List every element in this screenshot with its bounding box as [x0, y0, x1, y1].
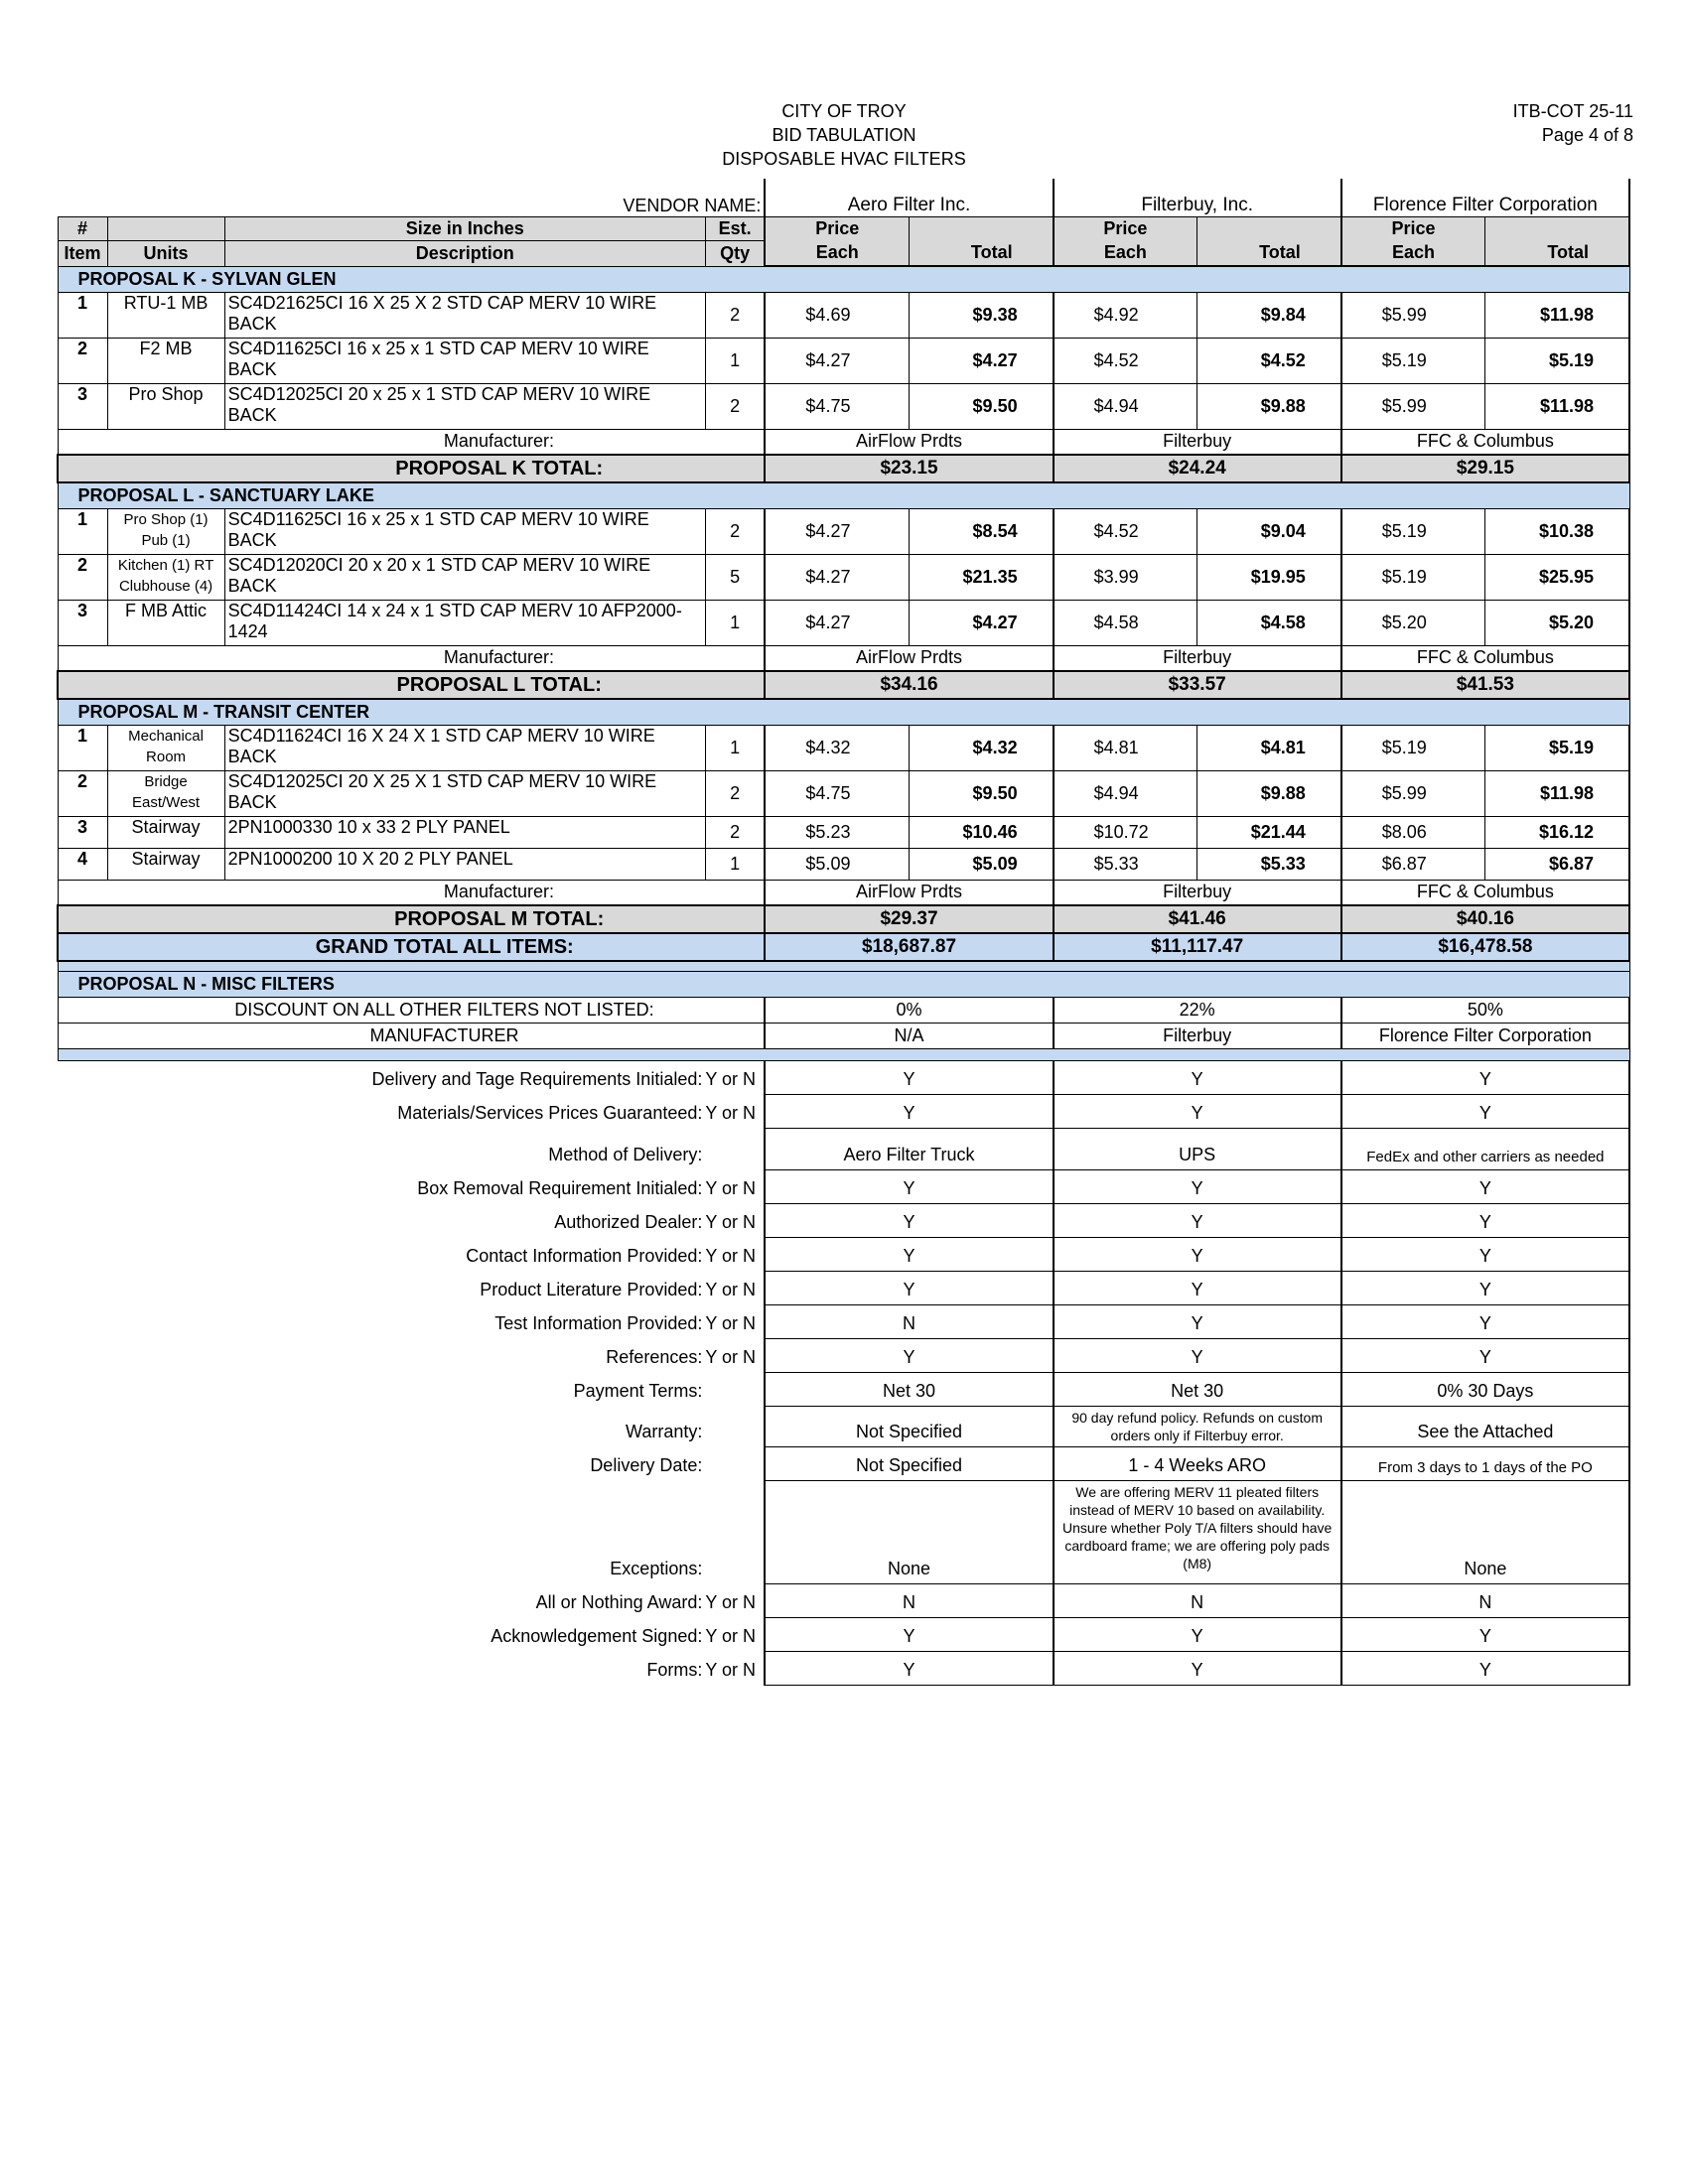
- price-total: $25.95: [1485, 554, 1629, 600]
- requirement-yn: [705, 1372, 765, 1406]
- price-each: $4.32: [765, 725, 909, 770]
- price-each: $4.58: [1054, 600, 1197, 645]
- discount-value: 50%: [1341, 997, 1629, 1023]
- item-number: 2: [58, 338, 107, 383]
- requirement-yn: Y or N: [705, 1246, 757, 1266]
- table-body: [58, 179, 1629, 1685]
- requirement-value: Y: [1341, 1060, 1629, 1094]
- item-qty: 2: [705, 770, 765, 816]
- manufacturer-value: FFC & Columbus: [1341, 645, 1629, 671]
- section-title: PROPOSAL K - SYLVAN GLEN: [58, 266, 1629, 292]
- item-description: 2PN1000330 10 x 33 2 PLY PANEL: [224, 816, 705, 848]
- price-total: $4.27: [910, 600, 1054, 645]
- item-description: SC4D11625CI 16 x 25 x 1 STD CAP MERV 10 WIRE BACK: [224, 508, 705, 554]
- col-item: Item: [58, 240, 107, 266]
- section-total-row: [58, 905, 1629, 933]
- requirement-row: [58, 1060, 1629, 1094]
- item-number: 2: [58, 554, 107, 600]
- requirement-value: Aero Filter Truck: [765, 1128, 1053, 1169]
- line-item-row: [58, 848, 1629, 880]
- requirement-value: FedEx and other carriers as needed: [1341, 1128, 1629, 1169]
- price-total: $11.98: [1485, 292, 1629, 338]
- requirement-value: N: [1054, 1583, 1341, 1617]
- requirement-row: [58, 1203, 1629, 1237]
- vendor-name-row: [58, 179, 1629, 216]
- price-each: $4.81: [1054, 725, 1197, 770]
- requirement-value: Y: [1341, 1169, 1629, 1203]
- requirement-label: Exceptions:: [610, 1559, 703, 1578]
- price-each: $8.06: [1341, 816, 1485, 848]
- misc-manufacturer-value: Filterbuy: [1054, 1023, 1341, 1048]
- item-units: Pro Shop: [107, 383, 224, 429]
- column-header-row-2: [58, 240, 1629, 266]
- item-number: 1: [58, 725, 107, 770]
- price-each: $4.92: [1054, 292, 1197, 338]
- spacer: [58, 961, 1629, 971]
- requirement-label: Box Removal Requirement Initialed:: [417, 1178, 703, 1198]
- item-number: 4: [58, 848, 107, 880]
- section-title: PROPOSAL L - SANCTUARY LAKE: [58, 482, 1629, 508]
- requirement-value: Y: [1341, 1651, 1629, 1685]
- col-total: Total: [910, 240, 1054, 266]
- requirement-label: Contact Information Provided:: [466, 1246, 703, 1266]
- item-units: Stairway: [107, 816, 224, 848]
- price-each: $10.72: [1054, 816, 1197, 848]
- line-item-row: [58, 508, 1629, 554]
- col-total-top: [1197, 216, 1341, 240]
- section-total-label: PROPOSAL L TOTAL:: [58, 671, 765, 699]
- spacer-row: [58, 961, 1629, 971]
- requirement-label: Delivery Date:: [590, 1455, 703, 1475]
- price-each: $5.99: [1341, 383, 1485, 429]
- vendor-name-label: VENDOR NAME:: [623, 195, 762, 215]
- col-each: Each: [765, 240, 909, 266]
- item-qty: 1: [705, 600, 765, 645]
- section-total-value: $41.46: [1054, 905, 1341, 933]
- requirement-value: See the Attached: [1341, 1406, 1629, 1446]
- discount-value: 0%: [765, 997, 1053, 1023]
- price-each: $4.94: [1054, 770, 1197, 816]
- item-units: F2 MB: [107, 338, 224, 383]
- requirement-value: Y: [1341, 1304, 1629, 1338]
- requirement-yn: [705, 1406, 765, 1446]
- requirement-yn: Y or N: [705, 1178, 757, 1198]
- page-number: Page 4 of 8: [1541, 125, 1633, 145]
- section-total-value: $29.37: [765, 905, 1053, 933]
- header-line-1: CITY OF TROY: [781, 101, 907, 121]
- price-total: $11.98: [1485, 770, 1629, 816]
- price-each: $4.27: [765, 600, 909, 645]
- price-total: $21.44: [1197, 816, 1341, 848]
- price-total: $9.88: [1197, 383, 1341, 429]
- requirement-value: Not Specified: [765, 1446, 1053, 1480]
- section-title-row: [58, 699, 1629, 725]
- manufacturer-value: AirFlow Prdts: [765, 429, 1053, 455]
- price-total: $4.32: [910, 725, 1054, 770]
- price-total: $5.09: [910, 848, 1054, 880]
- requirement-label: All or Nothing Award:: [535, 1592, 703, 1612]
- bid-tabulation-table: [57, 179, 1630, 1686]
- price-total: $19.95: [1197, 554, 1341, 600]
- item-units: Bridge East/West: [107, 770, 224, 816]
- requirement-yn: [705, 1128, 765, 1169]
- price-each: $3.99: [1054, 554, 1197, 600]
- manufacturer-value: Filterbuy: [1054, 880, 1341, 905]
- requirement-row: [58, 1446, 1629, 1480]
- col-price: Price: [765, 216, 909, 240]
- section-total-value: $40.16: [1341, 905, 1629, 933]
- section-total-row: [58, 671, 1629, 699]
- requirement-yn: Y or N: [705, 1626, 757, 1646]
- requirement-label: Payment Terms:: [573, 1381, 703, 1401]
- col-units: Units: [107, 240, 224, 266]
- price-each: $5.09: [765, 848, 909, 880]
- price-each: $6.87: [1341, 848, 1485, 880]
- requirement-value: Y: [765, 1169, 1053, 1203]
- requirement-value: 0% 30 Days: [1341, 1372, 1629, 1406]
- price-each: $5.19: [1341, 725, 1485, 770]
- price-total: $5.33: [1197, 848, 1341, 880]
- col-total: Total: [1197, 240, 1341, 266]
- requirement-value: Y: [1054, 1304, 1341, 1338]
- price-each: $5.23: [765, 816, 909, 848]
- requirement-yn: [705, 1480, 765, 1583]
- item-units: RTU-1 MB: [107, 292, 224, 338]
- header-line-2: BID TABULATION: [772, 125, 916, 145]
- col-size: Size in Inches: [224, 216, 705, 240]
- price-total: $9.50: [910, 383, 1054, 429]
- item-description: SC4D12025CI 20 X 25 X 1 STD CAP MERV 10 WIRE BACK: [224, 770, 705, 816]
- price-each: $4.94: [1054, 383, 1197, 429]
- price-each: $4.75: [765, 383, 909, 429]
- requirement-row: [58, 1128, 1629, 1169]
- requirement-value: Y: [1341, 1203, 1629, 1237]
- requirement-label: Test Information Provided:: [494, 1313, 703, 1333]
- requirement-value: Y: [1054, 1338, 1341, 1372]
- price-total: $10.46: [910, 816, 1054, 848]
- col-units-top: [107, 216, 224, 240]
- price-total: $5.20: [1485, 600, 1629, 645]
- item-qty: 1: [705, 338, 765, 383]
- requirement-row: [58, 1237, 1629, 1271]
- section-total-value: $33.57: [1054, 671, 1341, 699]
- price-each: $4.75: [765, 770, 909, 816]
- price-each: $4.52: [1054, 508, 1197, 554]
- item-units: Kitchen (1) RT Clubhouse (4): [107, 554, 224, 600]
- col-price: Price: [1341, 216, 1485, 240]
- price-each: $5.20: [1341, 600, 1485, 645]
- section-total-label: PROPOSAL K TOTAL:: [58, 455, 765, 482]
- itb-number: ITB-COT 25-11: [1512, 101, 1633, 121]
- line-item-row: [58, 600, 1629, 645]
- manufacturer-row: [58, 645, 1629, 671]
- discount-value: 22%: [1054, 997, 1341, 1023]
- price-each: $4.27: [765, 338, 909, 383]
- manufacturer-value: FFC & Columbus: [1341, 880, 1629, 905]
- requirement-value: N: [765, 1583, 1053, 1617]
- manufacturer-value: Filterbuy: [1054, 429, 1341, 455]
- requirement-value: 1 - 4 Weeks ARO: [1054, 1446, 1341, 1480]
- requirement-row: [58, 1094, 1629, 1128]
- line-item-row: [58, 725, 1629, 770]
- requirement-label: Materials/Services Prices Guaranteed:: [397, 1103, 703, 1123]
- price-total: $4.52: [1197, 338, 1341, 383]
- col-total-top: [910, 216, 1054, 240]
- item-qty: 2: [705, 383, 765, 429]
- section-total-label: PROPOSAL M TOTAL:: [58, 905, 765, 933]
- item-units: Mechanical Room: [107, 725, 224, 770]
- col-each: Each: [1054, 240, 1197, 266]
- price-each: $5.33: [1054, 848, 1197, 880]
- item-number: 1: [58, 292, 107, 338]
- price-total: $4.58: [1197, 600, 1341, 645]
- price-each: $4.52: [1054, 338, 1197, 383]
- price-each: $5.19: [1341, 338, 1485, 383]
- requirement-value: Y: [1054, 1237, 1341, 1271]
- requirement-row: [58, 1406, 1629, 1446]
- requirement-value: Y: [765, 1237, 1053, 1271]
- col-each: Each: [1341, 240, 1485, 266]
- requirement-value: Y: [1341, 1338, 1629, 1372]
- manufacturer-value: FFC & Columbus: [1341, 429, 1629, 455]
- section-total-value: $24.24: [1054, 455, 1341, 482]
- line-item-row: [58, 383, 1629, 429]
- requirement-value: Not Specified: [765, 1406, 1053, 1446]
- requirement-value: Y: [765, 1271, 1053, 1304]
- item-description: SC4D12025CI 20 x 25 x 1 STD CAP MERV 10 WIRE BACK: [224, 383, 705, 429]
- item-description: SC4D21625CI 16 X 25 X 2 STD CAP MERV 10 WIRE BACK: [224, 292, 705, 338]
- price-total: $6.87: [1485, 848, 1629, 880]
- line-item-row: [58, 816, 1629, 848]
- section-total-row: [58, 455, 1629, 482]
- requirement-value: Y: [765, 1203, 1053, 1237]
- requirement-label: Method of Delivery:: [548, 1145, 703, 1164]
- price-total: $5.19: [1485, 338, 1629, 383]
- item-number: 3: [58, 383, 107, 429]
- vendor-name: Filterbuy, Inc.: [1054, 179, 1341, 216]
- grand-total-value: $18,687.87: [765, 933, 1053, 961]
- price-total: $16.12: [1485, 816, 1629, 848]
- item-description: SC4D11424CI 14 x 24 x 1 STD CAP MERV 10 AFP2000-1424: [224, 600, 705, 645]
- price-total: $5.19: [1485, 725, 1629, 770]
- requirement-label: Acknowledgement Signed:: [491, 1626, 703, 1646]
- requirement-row: [58, 1304, 1629, 1338]
- manufacturer-row: [58, 880, 1629, 905]
- price-each: $5.19: [1341, 554, 1485, 600]
- col-total: Total: [1485, 240, 1629, 266]
- requirement-value: Y: [1054, 1651, 1341, 1685]
- column-header-row-1: [58, 216, 1629, 240]
- item-qty: 1: [705, 848, 765, 880]
- grand-total-row: [58, 933, 1629, 961]
- document-header: [0, 99, 1688, 171]
- price-total: $8.54: [910, 508, 1054, 554]
- spacer: [58, 1048, 1629, 1060]
- col-description: Description: [224, 240, 705, 266]
- requirement-yn: [705, 1446, 765, 1480]
- requirement-value: Y: [1054, 1060, 1341, 1094]
- col-price: Price: [1054, 216, 1197, 240]
- requirement-row: [58, 1480, 1629, 1583]
- misc-manufacturer-row: [58, 1023, 1629, 1048]
- item-description: SC4D11624CI 16 X 24 X 1 STD CAP MERV 10 WIRE BACK: [224, 725, 705, 770]
- requirement-value: We are offering MERV 11 pleated filters instead of MERV 10 based on availability. Unsure whether Poly T/A filters should have cardboard frame; we are offering poly pads (M8): [1054, 1480, 1341, 1583]
- requirement-value: Net 30: [765, 1372, 1053, 1406]
- spacer-row: [58, 1048, 1629, 1060]
- price-total: $11.98: [1485, 383, 1629, 429]
- requirement-value: Net 30: [1054, 1372, 1341, 1406]
- requirement-value: Y: [765, 1617, 1053, 1651]
- item-units: Pro Shop (1) Pub (1): [107, 508, 224, 554]
- requirement-label: References:: [606, 1347, 703, 1367]
- price-each: $5.99: [1341, 770, 1485, 816]
- requirement-value: 90 day refund policy. Refunds on custom orders only if Filterbuy error.: [1054, 1406, 1341, 1446]
- grand-total-value: $16,478.58: [1341, 933, 1629, 961]
- requirement-row: [58, 1338, 1629, 1372]
- manufacturer-label: Manufacturer:: [58, 880, 765, 905]
- header-line-3: DISPOSABLE HVAC FILTERS: [722, 149, 966, 169]
- requirement-row: [58, 1617, 1629, 1651]
- manufacturer-row: [58, 429, 1629, 455]
- requirement-value: Y: [1341, 1094, 1629, 1128]
- requirement-yn: Y or N: [705, 1592, 757, 1612]
- price-total: $9.84: [1197, 292, 1341, 338]
- requirement-value: UPS: [1054, 1128, 1341, 1169]
- item-qty: 5: [705, 554, 765, 600]
- grand-total-value: $11,117.47: [1054, 933, 1341, 961]
- section-title-row: [58, 482, 1629, 508]
- manufacturer-value: AirFlow Prdts: [765, 880, 1053, 905]
- requirement-yn: Y or N: [705, 1103, 757, 1123]
- requirement-yn: Y or N: [705, 1347, 757, 1367]
- requirement-value: Y: [765, 1094, 1053, 1128]
- requirement-value: None: [765, 1480, 1053, 1583]
- requirement-row: [58, 1169, 1629, 1203]
- grand-total-label: GRAND TOTAL ALL ITEMS:: [58, 933, 765, 961]
- requirement-value: N: [765, 1304, 1053, 1338]
- item-number: 3: [58, 600, 107, 645]
- requirement-value: Y: [1054, 1271, 1341, 1304]
- price-each: $4.27: [765, 554, 909, 600]
- price-total: $9.88: [1197, 770, 1341, 816]
- price-each: $5.99: [1341, 292, 1485, 338]
- item-description: 2PN1000200 10 X 20 2 PLY PANEL: [224, 848, 705, 880]
- requirement-yn: Y or N: [705, 1660, 757, 1680]
- discount-label: DISCOUNT ON ALL OTHER FILTERS NOT LISTED:: [58, 997, 765, 1023]
- document-reference: [1513, 99, 1633, 147]
- col-qty: Qty: [705, 240, 765, 266]
- requirement-value: Y: [765, 1060, 1053, 1094]
- item-description: SC4D11625CI 16 x 25 x 1 STD CAP MERV 10 WIRE BACK: [224, 338, 705, 383]
- price-each: $4.69: [765, 292, 909, 338]
- requirement-yn: Y or N: [705, 1212, 757, 1232]
- item-number: 2: [58, 770, 107, 816]
- item-number: 1: [58, 508, 107, 554]
- price-each: $5.19: [1341, 508, 1485, 554]
- requirement-value: Y: [765, 1338, 1053, 1372]
- vendor-name: Aero Filter Inc.: [765, 179, 1053, 216]
- item-qty: 1: [705, 725, 765, 770]
- requirement-value: Y: [765, 1651, 1053, 1685]
- requirement-value: Y: [1341, 1271, 1629, 1304]
- requirement-value: Y: [1341, 1617, 1629, 1651]
- item-units: Stairway: [107, 848, 224, 880]
- requirement-value: N: [1341, 1583, 1629, 1617]
- section-total-value: $29.15: [1341, 455, 1629, 482]
- col-item-num: #: [58, 216, 107, 240]
- manufacturer-value: Filterbuy: [1054, 645, 1341, 671]
- line-item-row: [58, 770, 1629, 816]
- manufacturer-label: Manufacturer:: [58, 429, 765, 455]
- section-total-value: $34.16: [765, 671, 1053, 699]
- price-total: $10.38: [1485, 508, 1629, 554]
- requirement-label: Authorized Dealer:: [554, 1212, 703, 1232]
- item-description: SC4D12020CI 20 x 20 x 1 STD CAP MERV 10 WIRE BACK: [224, 554, 705, 600]
- misc-manufacturer-value: N/A: [765, 1023, 1053, 1048]
- price-total: $9.50: [910, 770, 1054, 816]
- requirement-yn: Y or N: [705, 1069, 757, 1089]
- price-total: $9.04: [1197, 508, 1341, 554]
- col-est: Est.: [705, 216, 765, 240]
- col-total-top: [1485, 216, 1629, 240]
- requirement-label: Forms:: [646, 1660, 703, 1680]
- price-total: $9.38: [910, 292, 1054, 338]
- requirement-value: None: [1341, 1480, 1629, 1583]
- line-item-row: [58, 338, 1629, 383]
- requirement-value: From 3 days to 1 days of the PO: [1341, 1446, 1629, 1480]
- section-title-row: [58, 266, 1629, 292]
- misc-manufacturer-label: MANUFACTURER: [58, 1023, 765, 1048]
- requirement-yn: Y or N: [705, 1313, 757, 1333]
- manufacturer-label: Manufacturer:: [58, 645, 765, 671]
- requirement-row: [58, 1372, 1629, 1406]
- item-qty: 2: [705, 816, 765, 848]
- requirement-row: [58, 1583, 1629, 1617]
- price-total: $4.81: [1197, 725, 1341, 770]
- requirement-value: Y: [1054, 1617, 1341, 1651]
- requirement-row: [58, 1651, 1629, 1685]
- misc-title: PROPOSAL N - MISC FILTERS: [58, 971, 1629, 997]
- requirement-label: Delivery and Tage Requirements Initialed:: [371, 1069, 703, 1089]
- requirement-row: [58, 1271, 1629, 1304]
- requirement-label: Product Literature Provided:: [480, 1280, 703, 1299]
- section-total-value: $23.15: [765, 455, 1053, 482]
- discount-row: [58, 997, 1629, 1023]
- manufacturer-value: AirFlow Prdts: [765, 645, 1053, 671]
- requirement-value: Y: [1054, 1094, 1341, 1128]
- item-units: F MB Attic: [107, 600, 224, 645]
- section-total-value: $41.53: [1341, 671, 1629, 699]
- vendor-name: Florence Filter Corporation: [1341, 179, 1629, 216]
- requirement-yn: Y or N: [705, 1280, 757, 1299]
- misc-manufacturer-value: Florence Filter Corporation: [1341, 1023, 1629, 1048]
- item-qty: 2: [705, 292, 765, 338]
- price-total: $4.27: [910, 338, 1054, 383]
- section-title: PROPOSAL M - TRANSIT CENTER: [58, 699, 1629, 725]
- line-item-row: [58, 292, 1629, 338]
- misc-title-row: [58, 971, 1629, 997]
- price-each: $4.27: [765, 508, 909, 554]
- item-number: 3: [58, 816, 107, 848]
- line-item-row: [58, 554, 1629, 600]
- requirement-label: Warranty:: [626, 1422, 703, 1441]
- price-total: $21.35: [910, 554, 1054, 600]
- requirement-value: Y: [1054, 1203, 1341, 1237]
- item-qty: 2: [705, 508, 765, 554]
- requirement-value: Y: [1054, 1169, 1341, 1203]
- requirement-value: Y: [1341, 1237, 1629, 1271]
